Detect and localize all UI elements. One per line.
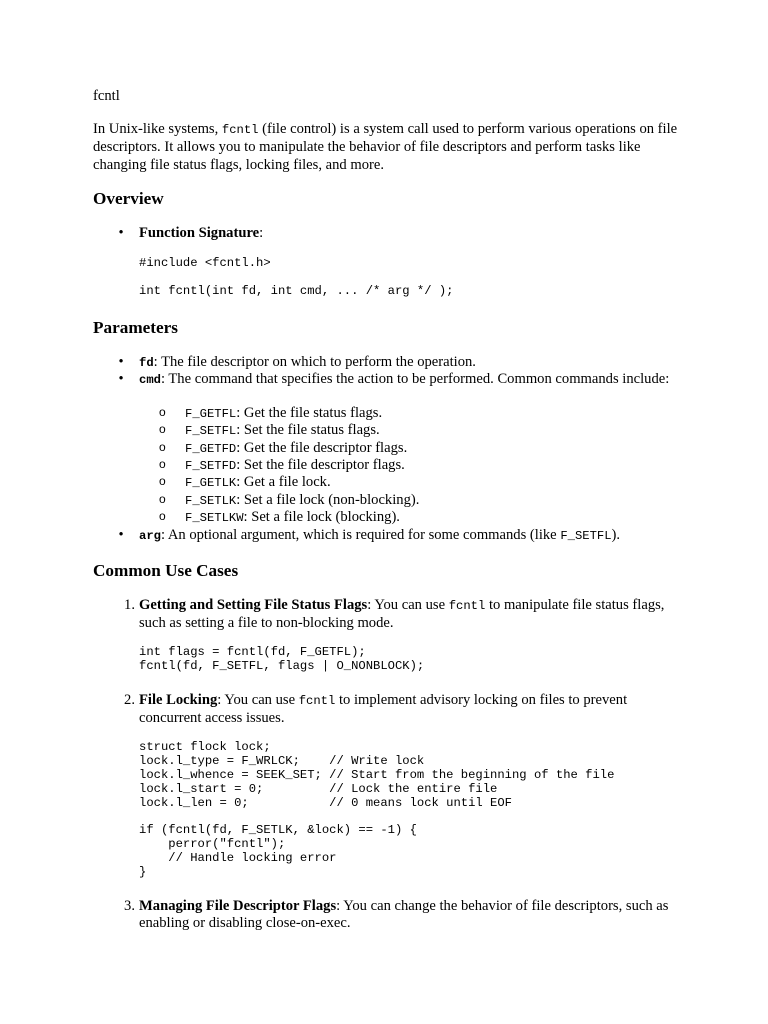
intro-paragraph: In Unix-like systems, fcntl (file control) is a system call used to perform various operations on file descriptors. It allows you to manipulate the behavior of file descriptors and perform tasks like changing file status flags, locking files, and more. — [93, 121, 678, 173]
param-fd: • fd: The file descriptor on which to perform the operation. — [139, 354, 683, 372]
document-title: fcntl — [93, 88, 120, 104]
command-item: o F_SETLK: Set a file lock (non-blocking). — [159, 492, 420, 508]
command-item: o F_SETLKW: Set a file lock (blocking). — [159, 509, 400, 525]
use-case-item: 3. Managing File Descriptor Flags: You can change the behavior of file descriptors, such as enabling or disabling close-on-exec. — [124, 898, 669, 932]
command-item: o F_GETFD: Get the file descriptor flags. — [159, 440, 408, 456]
command-item: o F_SETFD: Set the file descriptor flags. — [159, 457, 405, 473]
signature-line: int fcntl(int fd, int cmd, ... /* arg */ ); — [139, 284, 454, 298]
bullet-icon: • — [118, 371, 124, 387]
use-case-item: 1. Getting and Setting File Status Flags: You can use fcntl to manipulate file status flags, such as setting a file to non-blocking mode. — [124, 597, 665, 632]
code-block: int flags = fcntl(fd, F_GETFL); fcntl(fd, F_SETFL, flags | O_NONBLOCK); — [139, 645, 425, 673]
command-item: o F_GETFL: Get the file status flags. — [159, 405, 383, 421]
use-cases-heading: Common Use Cases — [93, 561, 239, 580]
command-item: o F_GETLK: Get a file lock. — [159, 474, 331, 490]
include-line: #include <fcntl.h> — [139, 256, 271, 270]
param-cmd: • cmd: The command that specifies the action to be performed. Common commands include: — [139, 371, 683, 389]
circle-bullet-icon: o — [159, 492, 166, 506]
circle-bullet-icon: o — [159, 440, 166, 454]
circle-bullet-icon: o — [159, 405, 166, 419]
circle-bullet-icon: o — [159, 474, 166, 488]
bullet-icon: • — [118, 225, 124, 241]
circle-bullet-icon: o — [159, 509, 166, 523]
code-block: struct flock lock; lock.l_type = F_WRLCK; // Write lock lock.l_whence = SEEK_SET; // Start from the beginning of the file lock.l_start = 0; // Lock the entire file lock.l_len = 0; // 0 means lock until EOF if (fcntl(fd, F_SETLK, &lock) == -1) { perror("fcntl"); // Handle locking error } — [139, 740, 615, 880]
parameters-heading: Parameters — [93, 318, 178, 337]
bullet-icon: • — [118, 527, 124, 543]
command-item: o F_SETFL: Set the file status flags. — [159, 422, 380, 438]
param-arg: • arg: An optional argument, which is required for some commands (like F_SETFL). — [139, 527, 683, 545]
bullet-icon: • — [118, 354, 124, 370]
use-case-item: 2. File Locking: You can use fcntl to implement advisory locking on files to prevent concurrent access issues. — [124, 692, 628, 727]
overview-heading: Overview — [93, 189, 164, 208]
circle-bullet-icon: o — [159, 422, 166, 436]
list-item: • Function Signature: — [139, 225, 683, 242]
circle-bullet-icon: o — [159, 457, 166, 471]
